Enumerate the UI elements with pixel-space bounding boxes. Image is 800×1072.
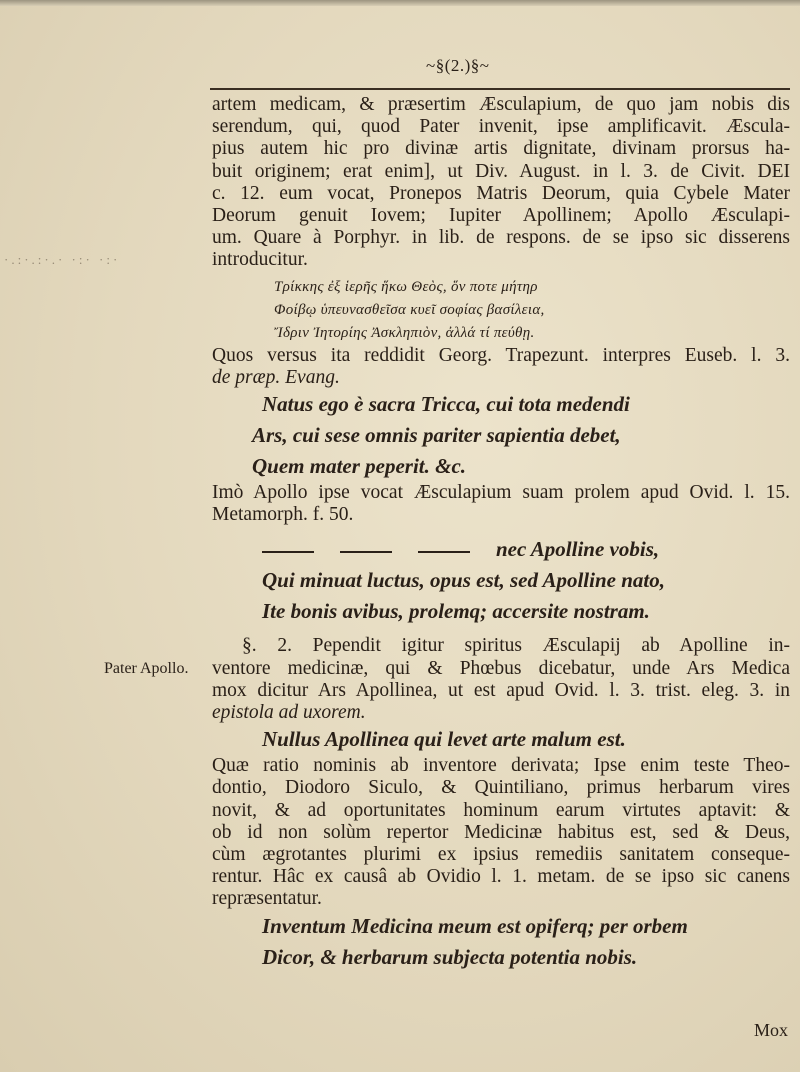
- verse-3: [212, 724, 790, 755]
- text-line: novit, & ad oportunitates hominum earum virtutes aptavit: &: [212, 799, 790, 821]
- verse-line: nec Apolline vobis,: [212, 534, 790, 565]
- margin-note: Pater Apollo.: [104, 660, 189, 677]
- text-line: um. Quare à Porphyr. in lib. de respons. de se ipso sic disserens: [212, 227, 790, 249]
- paragraph-2: [212, 345, 790, 389]
- text-line: §. 2. Pependit igitur spiritus Æsculapij ab Apolline in-: [242, 635, 790, 657]
- verse-line: Nullus Apollinea qui levet arte malum est.: [262, 727, 626, 752]
- verse-line: Quem mater peperit. &c.: [252, 454, 467, 479]
- verse-line: Ars, cui sese omnis pariter sapientia debet,: [252, 423, 621, 448]
- text-line: epistola ad uxorem.: [212, 702, 366, 724]
- page-header: ~§(2.)§~: [426, 56, 490, 75]
- text-line: de præp. Evang.: [212, 366, 340, 388]
- stray-marks: ·.:·.:·.· ·:· ·:·: [4, 252, 121, 267]
- verse-2: [212, 534, 790, 627]
- text-line: ventore medicinæ, qui & Phœbus dicebatur, unde Ars Medica: [212, 657, 790, 679]
- verse-line: Dicor, & herbarum subjecta potentia nobis.: [262, 944, 638, 969]
- paragraph-1: [212, 94, 790, 272]
- text-line: Quos versus ita reddidit Georg. Trapezunt. interpres Euseb. l. 3.: [212, 344, 790, 366]
- text-line: Deorum genuit Iovem; Iupiter Apollinem; Apollo Æsculapi-: [212, 205, 790, 227]
- verse-line: Ite bonis avibus, prolemq; accersite nostram.: [262, 599, 650, 624]
- page-edge: [0, 0, 800, 6]
- text-line: Metamorph. f. 50.: [212, 504, 354, 526]
- greek-line: Τρίκκης ἐξ ἱερῆς ἥκω Θεὸς, ὅν ποτε μήτηρ: [274, 278, 538, 295]
- text-line: introducitur.: [212, 249, 308, 271]
- verse-1: [212, 389, 790, 482]
- greek-line: Φοίβῳ ὑπευνασθεῖσα κυεῖ σοφίας βασίλεια,: [274, 301, 545, 318]
- verse-4: [212, 911, 790, 973]
- text-line: pius autem hic pro divinæ artis dignitate, divinam prorsus ha-: [212, 138, 790, 160]
- text-line: c. 12. eum vocat, Pronepos Matris Deorum, quia Cybele Mater: [212, 182, 790, 204]
- text-line: ob id non solùm repertor Medicinæ habitus est, sed & Deus,: [212, 821, 790, 843]
- text-line: mox dicitur Ars Apollinea, ut est apud Ovid. l. 3. trist. eleg. 3. in: [212, 679, 790, 701]
- text-line: buit originem; erat enim], ut Div. August. in l. 3. de Civit. DEI: [212, 160, 790, 182]
- greek-line: Ἴδριν Ἰητορίης Ἀσκληπιὸν, ἀλλά τί πεύθῃ.: [274, 324, 535, 341]
- text-line: Imò Apollo ipse vocat Æsculapium suam prolem apud Ovid. l. 15.: [212, 482, 790, 504]
- paragraph-4: [212, 635, 790, 724]
- text-line: rentur. Hâc ex causâ ab Ovidio l. 1. metam. de se ipso sic canens: [212, 866, 790, 888]
- verse-line: Natus ego è sacra Tricca, cui tota medendi: [262, 392, 630, 417]
- verse-line: Inventum Medicina meum est opiferq; per orbem: [262, 913, 688, 938]
- paragraph-3: [212, 482, 790, 526]
- text-line: Quæ ratio nominis ab inventore derivata; Ipse enim teste Theo-: [212, 755, 790, 777]
- paragraph-5: [212, 755, 790, 910]
- text-line: cùm ægrotantes plurimi ex ipsius remediis sanitatem conseque-: [212, 844, 790, 866]
- verse-line: Qui minuat luctus, opus est, sed Apolline nato,: [262, 568, 665, 593]
- body-text: [212, 94, 790, 973]
- text-line: artem medicam, & præsertim Æsculapium, de quo jam nobis dis: [212, 94, 790, 115]
- catchword: Mox: [753, 1020, 788, 1040]
- greek-quote: [212, 276, 790, 345]
- text-line: repræsentatur.: [212, 888, 322, 910]
- header-rule: [210, 88, 790, 90]
- text-line: serendum, qui, quod Pater invenit, ipse amplificavit. Æscula-: [212, 116, 790, 138]
- text-line: dontio, Diodoro Siculo, & Quintiliano, primus herbarum vires: [212, 777, 790, 799]
